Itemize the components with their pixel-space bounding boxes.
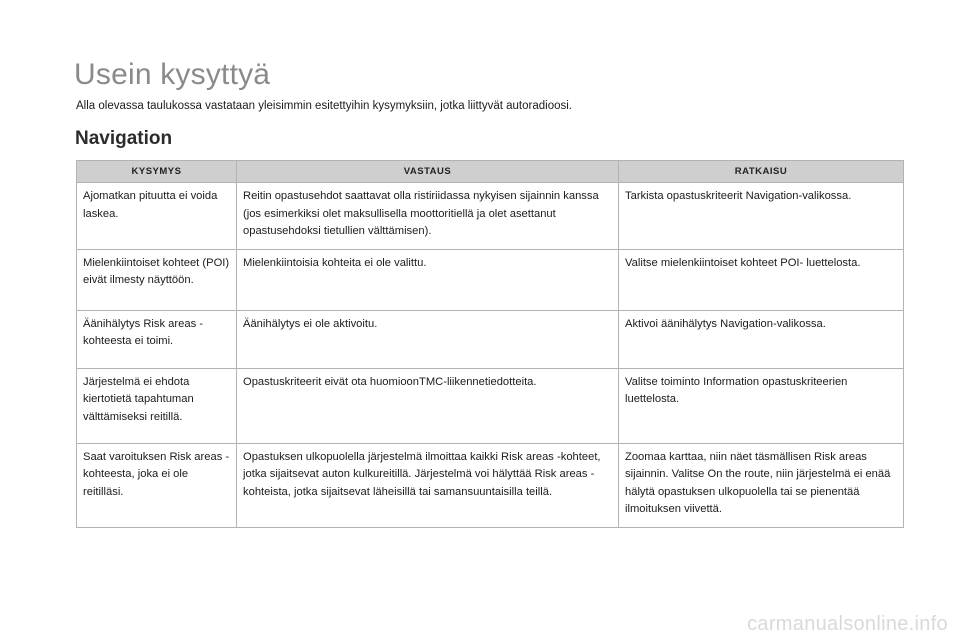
solution-cell: Tarkista opastuskriteerit Navigation-valikossa. bbox=[619, 183, 904, 250]
answer-cell: Äänihälytys ei ole aktivoitu. bbox=[237, 310, 619, 368]
question-cell: Ajomatkan pituutta ei voida laskea. bbox=[77, 183, 237, 250]
solution-cell: Aktivoi äänihälytys Navigation-valikossa. bbox=[619, 310, 904, 368]
page-title: Usein kysyttyä bbox=[74, 58, 271, 91]
table-header-row bbox=[77, 161, 904, 183]
answer-cell: Mielenkiintoisia kohteita ei ole valittu. bbox=[237, 249, 619, 310]
question-cell: Mielenkiintoiset kohteet (POI) eivät ilmesty näyttöön. bbox=[77, 249, 237, 310]
section-title: Navigation bbox=[75, 128, 173, 149]
answer-cell: Opastuskriteerit eivät ota huomioonTMC-liikennetiedotteita. bbox=[237, 368, 619, 443]
question-cell: Äänihälytys Risk areas -kohteesta ei toimi. bbox=[77, 310, 237, 368]
header-solution: RATKAISU bbox=[619, 161, 904, 183]
watermark: carmanualsonline.info bbox=[747, 613, 948, 635]
answer-cell: Opastuksen ulkopuolella järjestelmä ilmoittaa kaikki Risk areas -kohteet, jotka sijaitsevat auton kulkureitillä. Järjestelmä voi hälyttää Risk areas -kohteista, jotka sijaitsevat läheisillä tai samansuuntaisilla teillä. bbox=[237, 443, 619, 527]
question-cell: Saat varoituksen Risk areas -kohteesta, joka ei ole reitilläsi. bbox=[77, 443, 237, 527]
table-row bbox=[77, 310, 904, 368]
table-row bbox=[77, 368, 904, 443]
answer-cell: Reitin opastusehdot saattavat olla ristiriidassa nykyisen sijainnin kanssa (jos esimerkiksi olet maksullisella moottoritiellä ja olet asettanut opastusehdoksi tietullien välttämisen). bbox=[237, 183, 619, 250]
header-answer: VASTAUS bbox=[237, 161, 619, 183]
solution-cell: Zoomaa karttaa, niin näet täsmällisen Risk areas sijainnin. Valitse On the route, niin järjestelmä ei enää hälytä opastuksen ulkopuolella tai se pienentää ilmoituksen viivettä. bbox=[619, 443, 904, 527]
table-row bbox=[77, 249, 904, 310]
page-subtitle: Alla olevassa taulukossa vastataan yleisimmin esitettyihin kysymyksiin, jotka liittyvät autoradioosi. bbox=[76, 100, 572, 112]
solution-cell: Valitse mielenkiintoiset kohteet POI- luettelosta. bbox=[619, 249, 904, 310]
table-row bbox=[77, 183, 904, 250]
header-question: KYSYMYS bbox=[77, 161, 237, 183]
solution-cell: Valitse toiminto Information opastuskriteerien luettelosta. bbox=[619, 368, 904, 443]
faq-table bbox=[76, 160, 904, 528]
table-row bbox=[77, 443, 904, 527]
question-cell: Järjestelmä ei ehdota kiertotietä tapahtuman välttämiseksi reitillä. bbox=[77, 368, 237, 443]
